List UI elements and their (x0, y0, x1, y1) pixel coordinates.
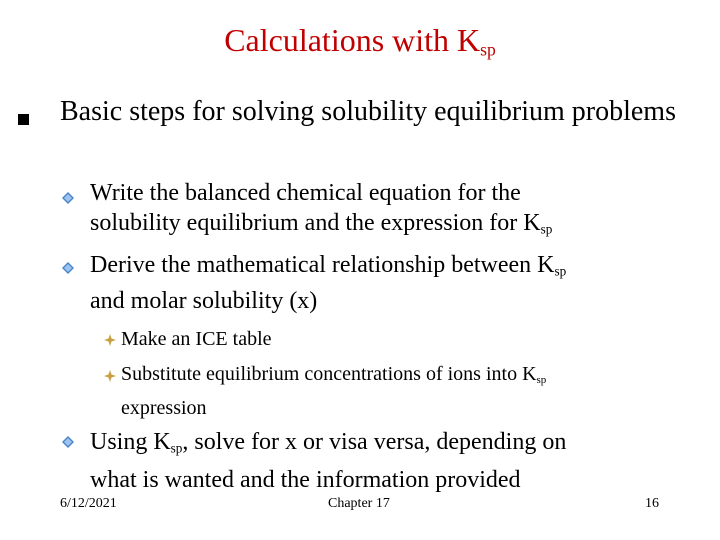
bullet-level2-2 (90, 250, 690, 316)
bullet-level3-2-text: Substitute equilibrium concentrations of ions into K (121, 363, 537, 385)
star-bullet-icon (104, 370, 116, 382)
title-text: Calculations with (224, 22, 458, 58)
footer-date: 6/12/2021 (60, 496, 117, 511)
bullet-level2-1 (90, 178, 690, 244)
title-ksp-k: K (457, 22, 481, 58)
title-ksp-sub: sp (480, 39, 496, 60)
bullet-level2-3-sub: sp (170, 440, 183, 456)
bullet-level2-1-text: solubility equilibrium and the expression for K (90, 210, 541, 236)
bullet-level2-1-line2 (90, 208, 690, 244)
bullet-level1: Basic steps for solving solubility equilibrium problems (60, 96, 676, 127)
bullet-level2-3 (90, 426, 690, 496)
diamond-bullet-icon (62, 192, 74, 204)
bullet-level3-2-line1 (121, 360, 681, 394)
slide-title (0, 20, 720, 69)
bullet-level2-1-sub: sp (540, 221, 553, 237)
title-ksp (457, 22, 496, 58)
bullet-level2-3-pre: Using K (90, 429, 171, 455)
bullet-level3-2 (121, 360, 681, 422)
bullet-level3-2-sub: sp (536, 373, 547, 386)
bullet-level2-2-line1 (90, 250, 690, 286)
bullet-level2-3-line2: what is wanted and the information provided (90, 467, 521, 494)
star-bullet-icon (104, 334, 116, 346)
bullet-level2-2-sub: sp (554, 263, 567, 279)
diamond-bullet-icon (62, 262, 74, 274)
bullet-level2-2-text: Derive the mathematical relationship between K (90, 252, 555, 278)
bullet-level2-3-line1 (90, 426, 690, 464)
bullet-level2-3-post: , solve for x or visa versa, depending on (182, 429, 567, 455)
bullet-level3-2-line2: expression (121, 396, 207, 419)
bullet-level3-1: Make an ICE table (121, 328, 272, 350)
bullet-level2-1-line1: Write the balanced chemical equation for the (90, 180, 521, 206)
diamond-bullet-icon (62, 436, 74, 448)
square-bullet-icon (18, 114, 29, 125)
bullet-level2-2-line2: and molar solubility (x) (90, 288, 318, 315)
footer-page-number: 16 (645, 496, 659, 511)
footer-chapter: Chapter 17 (328, 496, 390, 511)
